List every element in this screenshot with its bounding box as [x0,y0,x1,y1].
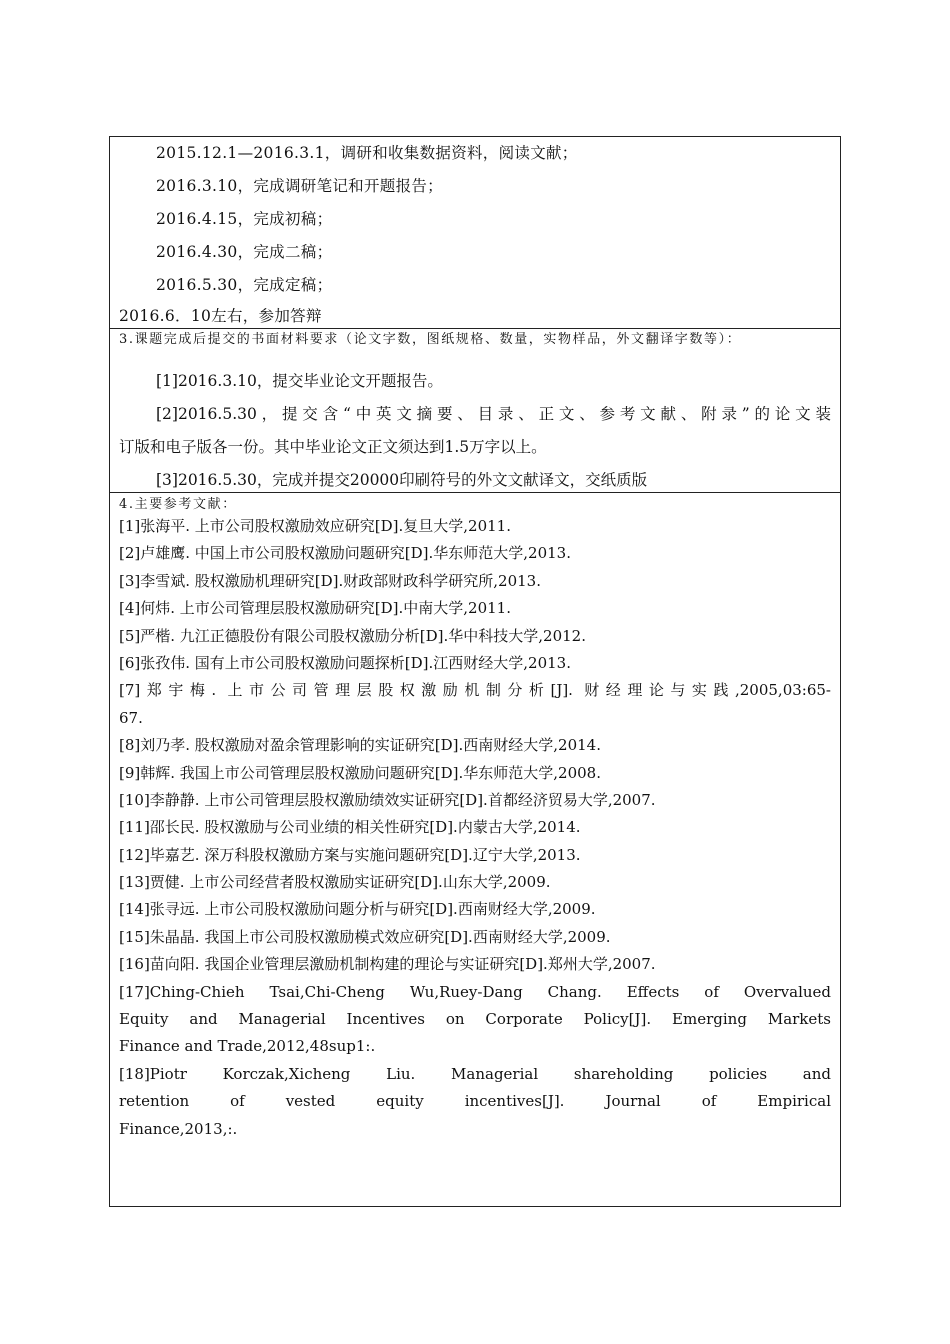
submission-section [110,329,840,493]
reference-item: [6]张孜伟. 国有上市公司股权激励问题探析[D].江西财经大学,2013. [119,653,571,672]
reference-item: [14]张寻远. 上市公司股权激励问题分析与研究[D].西南财经大学,2009. [119,900,596,919]
reference-item-continued: Finance and Trade,2012,48sup1:. [119,1037,376,1056]
references-heading: 4.主要参考文献： [119,497,237,512]
schedule-item: 2016.4.30，完成二稿； [156,243,333,261]
schedule-item: 2015.12.1—2016.3.1，调研和收集数据资料，阅读文献； [156,144,578,162]
reference-item: [5]严楷. 九江正德股份有限公司股权激励分析[D].华中科技大学,2012. [119,626,586,645]
reference-item: [15]朱晶晶. 我国上市公司股权激励模式效应研究[D].西南财经大学,2009. [119,927,611,946]
form-table [109,136,841,1207]
submission-item-continued: 订版和电子版各一份。其中毕业论文正文须达到1.5万字以上。 [119,438,547,456]
reference-item: [8]刘乃孝. 股权激励对盈余管理影响的实证研究[D].西南财经大学,2014. [119,736,601,755]
reference-item: [16]苗向阳. 我国企业管理层激励机制构建的理论与实证研究[D].郑州大学,2007. [119,955,656,974]
reference-item: [10]李静静. 上市公司管理层股权激励绩效实证研究[D].首都经济贸易大学,2007. [119,790,656,809]
reference-item: [17]Ching-Chieh Tsai,Chi-Cheng Wu,Ruey-Dang Chang. Effects of Overvalued [119,982,831,1001]
references-section [110,493,840,1206]
reference-item: [4]何炜. 上市公司管理层股权激励研究[D].中南大学,2011. [119,599,511,618]
reference-item: [11]邵长民. 股权激励与公司业绩的相关性研究[D].内蒙古大学,2014. [119,818,581,837]
reference-item: [2]卢雄鹰. 中国上市公司股权激励问题研究[D].华东师范大学,2013. [119,544,571,563]
reference-item: [12]毕嘉艺. 深万科股权激励方案与实施问题研究[D].辽宁大学,2013. [119,845,581,864]
submission-item: [3]2016.5.30，完成并提交20000印刷符号的外文文献译文，交纸质版 [156,471,648,489]
reference-item: [7]郑宇梅. 上市公司管理层股权激励机制分析[J]. 财经理论与实践,2005,03:65- [119,681,831,700]
reference-item: [18]Piotr Korczak,Xicheng Liu. Managerial shareholding policies and [119,1064,831,1083]
reference-item-continued: retention of vested equity incentives[J]. Journal of Empirical [119,1092,831,1111]
reference-item-continued: Equity and Managerial Incentives on Corporate Policy[J]. Emerging Markets [119,1010,831,1029]
references-list [119,513,831,1143]
reference-item-continued: 67. [119,708,143,727]
schedule-item: 2016.3.10，完成调研笔记和开题报告； [156,177,443,195]
schedule-item: 2016.5.30，完成定稿； [156,276,333,294]
submission-heading: 3.课题完成后提交的书面材料要求（论文字数，图纸规格、数量，实物样品，外文翻译字数等）： [119,332,742,347]
submission-item: [2]2016.5.30，提交含“中英文摘要、目录、正文、参考文献、附录”的论文装 [156,405,831,423]
submission-body [119,365,831,497]
schedule-item: 2016.6．10左右，参加答辩 [119,307,322,325]
submission-item: [1]2016.3.10，提交毕业论文开题报告。 [156,372,443,390]
schedule-section [110,137,840,329]
reference-item: [9]韩辉. 我国上市公司管理层股权激励问题研究[D].华东师范大学,2008. [119,763,601,782]
reference-item-continued: Finance,2013,:. [119,1119,238,1138]
schedule-item: 2016.4.15，完成初稿； [156,210,333,228]
reference-item: [1]张海平. 上市公司股权激励效应研究[D].复旦大学,2011. [119,517,511,535]
reference-item: [3]李雪斌. 股权激励机理研究[D].财政部财政科学研究所,2013. [119,571,541,590]
reference-item: [13]贾健. 上市公司经营者股权激励实证研究[D].山东大学,2009. [119,873,551,892]
